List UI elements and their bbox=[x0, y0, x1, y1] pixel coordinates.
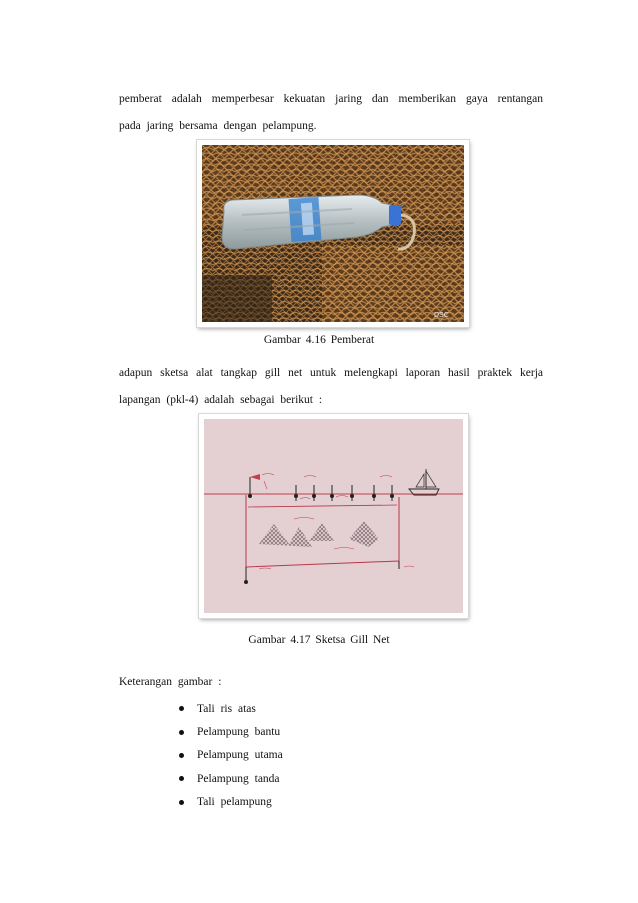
bullet-icon bbox=[179, 800, 184, 805]
list-item bbox=[179, 720, 283, 743]
photo-watermark: DSC bbox=[434, 312, 449, 319]
bullet-icon bbox=[179, 776, 184, 781]
legend-title: Keterangan gambar : bbox=[119, 676, 222, 688]
list-item bbox=[179, 767, 283, 790]
list-item-label: Tali pelampung bbox=[197, 796, 272, 809]
bullet-icon bbox=[179, 753, 184, 758]
figure-pemberat-photo bbox=[197, 140, 469, 327]
list-item bbox=[179, 791, 283, 814]
paragraph-intro bbox=[119, 86, 543, 140]
bullet-icon bbox=[179, 706, 184, 711]
figure-gill-net-sketch bbox=[199, 414, 468, 618]
list-item-label: Pelampung tanda bbox=[197, 772, 280, 785]
paragraph-sketch-line-2: lapangan (pkl-4) adalah sebagai berikut : bbox=[119, 394, 323, 406]
figure-gill-net-caption: Gambar 4.17 Sketsa Gill Net bbox=[248, 634, 390, 646]
gill-net-sketch-image bbox=[204, 419, 463, 613]
paragraph-intro-line-1: pemberat adalah memperbesar kekuatan jaring dan memberikan gaya rentangan bbox=[119, 93, 543, 105]
pemberat-photo-image bbox=[202, 145, 464, 322]
paragraph-sketch-intro bbox=[119, 360, 543, 414]
legend-list bbox=[179, 697, 283, 814]
paragraph-intro-line-2: pada jaring bersama dengan pelampung. bbox=[119, 120, 317, 132]
list-item-label: Pelampung utama bbox=[197, 749, 283, 762]
list-item bbox=[179, 697, 283, 720]
list-item-label: Tali ris atas bbox=[197, 702, 256, 715]
paragraph-sketch-line-1: adapun sketsa alat tangkap gill net untuk melengkapi laporan hasil praktek kerja bbox=[119, 367, 543, 379]
bullet-icon bbox=[179, 730, 184, 735]
figure-pemberat-caption: Gambar 4.16 Pemberat bbox=[263, 334, 375, 346]
list-item-label: Pelampung bantu bbox=[197, 726, 281, 739]
list-item bbox=[179, 744, 283, 767]
